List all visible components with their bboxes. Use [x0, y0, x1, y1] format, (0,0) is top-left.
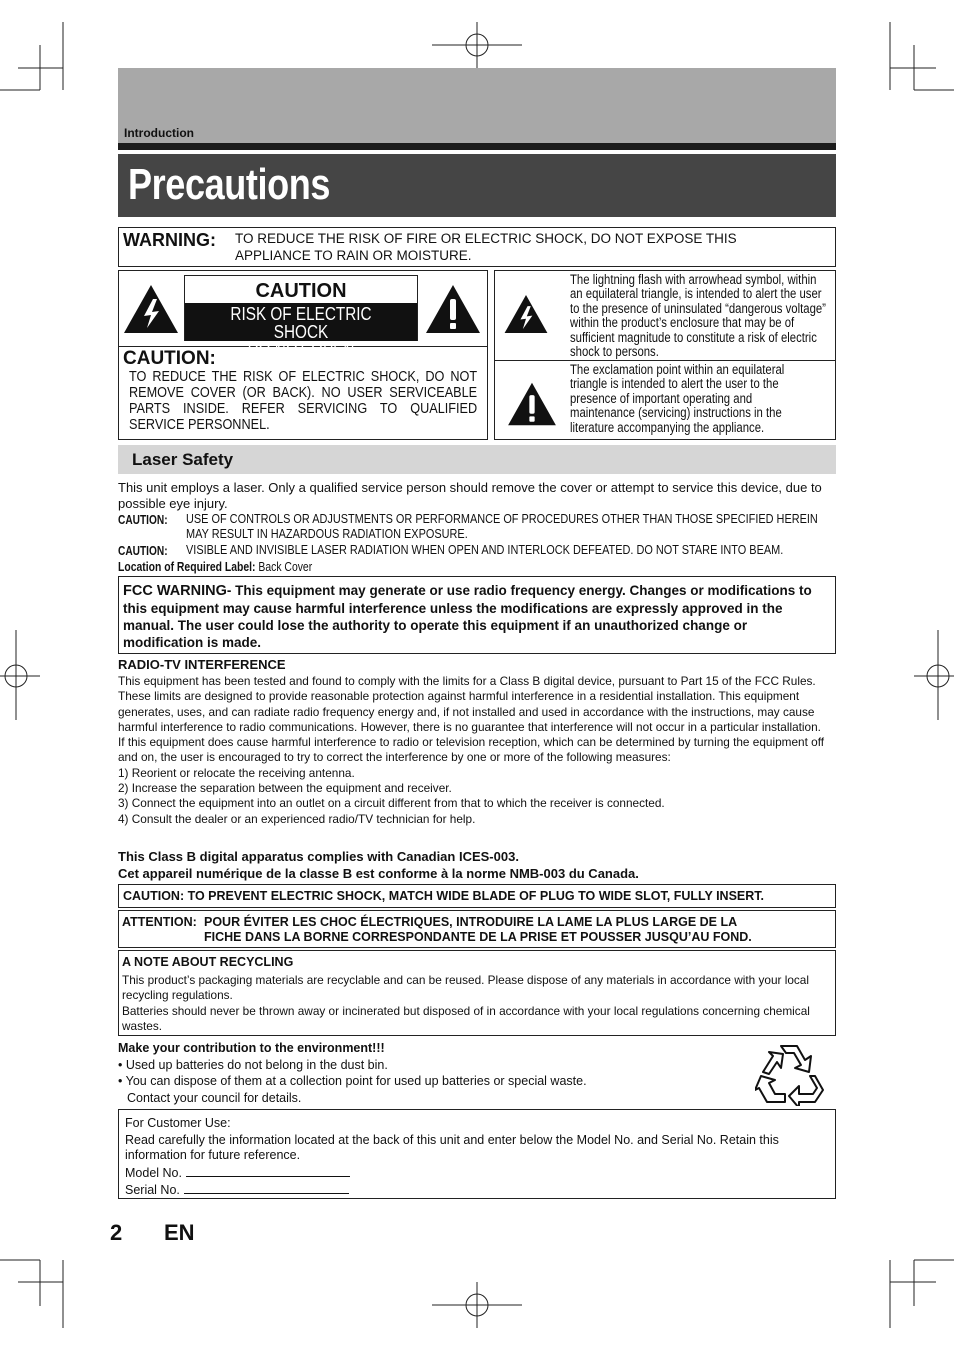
location-label: Location of Required Label:	[118, 559, 256, 574]
recycling-box	[118, 950, 836, 1036]
caution-label-line1: RISK OF ELECTRIC SHOCK	[230, 304, 372, 342]
fcc-warning-box	[118, 576, 836, 654]
warning-label: WARNING:	[123, 230, 216, 250]
plug-caution-box	[118, 884, 836, 908]
caution-label-warning	[185, 303, 417, 360]
lightning-symbol-icon	[503, 293, 549, 335]
radio-tv-item-4: 4) Consult the dealer or an experienced radio/TV technician for help.	[118, 811, 476, 826]
location-value: Back Cover	[258, 559, 313, 574]
serial-no-line	[184, 1181, 349, 1194]
laser-caution1-label: CAUTION:	[118, 512, 168, 527]
radio-tv-item-3: 3) Connect the equipment into an outlet on a circuit different from that to which the receiver is connected.	[118, 796, 665, 811]
attention-label: ATTENTION:	[122, 915, 197, 929]
laser-caution1-text: USE OF CONTROLS OR ADJUSTMENTS OR PERFORMANCE OF PROCEDURES OTHER THAN THOSE SPECIFIED HEREIN MAY RESULT IN HAZARDOUS RADIATION EXPOSURE.	[186, 511, 818, 541]
canada-compliance-en: This Class B digital apparatus complies with Canadian ICES-003.	[118, 849, 519, 864]
lightning-warning-icon	[122, 283, 180, 335]
environment-bullet-2: • You can dispose of them at a collection point for used up batteries or special waste.	[118, 1074, 587, 1088]
model-no-field	[125, 1164, 350, 1180]
symbol-divider	[494, 360, 836, 361]
lightning-explanation: The lightning flash with arrowhead symbol, within an equilateral triangle, is intended to alert the user to the presence of uninsulated “dangerous voltage” within the product’s enclosure that may be of sufficient magnitude to constitute a risk of electric shock to persons.	[570, 272, 826, 360]
environment-title: Make your contribution to the environment!!!	[118, 1041, 385, 1055]
fcc-warning-text	[123, 582, 823, 651]
caution-label-title: CAUTION	[185, 276, 417, 303]
radio-tv-item-2: 2) Increase the separation between the equipment and receiver.	[118, 781, 452, 796]
radio-tv-body	[118, 674, 826, 827]
customer-title: For Customer Use:	[125, 1116, 231, 1130]
serial-no-label: Serial No.	[125, 1183, 180, 1197]
model-no-line	[186, 1164, 350, 1177]
recycling-p2: Batteries should never be thrown away or incinerated but disposed of in accordance with your local regulations concerning chemical wastes.	[122, 1004, 810, 1033]
exclamation-symbol-icon	[503, 381, 561, 427]
section-label: Introduction	[124, 126, 194, 140]
attention-line1: POUR ÉVITER LES CHOC ÉLECTRIQUES, INTRODUIRE LA LAME LA PLUS LARGE DE LA	[204, 915, 738, 929]
radio-tv-item-1: 1) Reorient or relocate the receiving antenna.	[118, 765, 355, 780]
laser-label-location	[118, 559, 312, 574]
canada-compliance-fr: Cet appareil numérique de la classe B est conforme à la norme NMB-003 du Canada.	[118, 866, 639, 881]
page-number: 2	[110, 1220, 123, 1245]
model-no-label: Model No.	[125, 1166, 182, 1180]
caution-label-line2: DO NOT OPEN	[247, 340, 355, 360]
customer-text: Read carefully the information located at the back of this unit and enter below the Model No. and Serial No. Retain this information for future reference.	[125, 1133, 779, 1162]
warning-text: TO REDUCE THE RISK OF FIRE OR ELECTRIC SHOCK, DO NOT EXPOSE THIS APPLIANCE TO RAIN OR MOISTURE.	[235, 231, 737, 263]
radio-tv-text: This equipment has been tested and found to comply with the limits for a Class B digital device, pursuant to Part 15 of the FCC Rules. These limits are designed to provide reasonable protection against harmful interference in a residential installation. This equipment generates, uses, and can radiate radio frequency energy and, if not installed and used in accordance with the instructions, may cause harmful interference to radio communications. However, there is no guarantee that interference will not occur in a particular installation. If this equipment does cause harmful interference to radio or television reception, which can be determined by turning the equipment off and on, the user is encouraged to try to correct the interference by one or more of the following measures:	[118, 674, 825, 765]
warning-box	[118, 227, 836, 267]
page-language: EN	[164, 1220, 195, 1245]
attention-line2: FICHE DANS LA BORNE CORRESPONDANTE DE LA PRISE ET POUSSER JUSQU’AU FOND.	[204, 930, 752, 944]
header-rule	[118, 143, 836, 150]
page-title: Precautions	[128, 160, 331, 209]
laser-caution2-label: CAUTION:	[118, 543, 168, 558]
environment-bullet-1: • Used up batteries do not belong in the dust bin.	[118, 1058, 388, 1072]
recycle-icon	[755, 1040, 825, 1106]
serial-no-field	[125, 1181, 349, 1197]
plug-caution-text: CAUTION: TO PREVENT ELECTRIC SHOCK, MATCH WIDE BLADE OF PLUG TO WIDE SLOT, FULLY INSERT.	[123, 889, 764, 903]
radio-tv-title: RADIO-TV INTERFERENCE	[118, 657, 286, 672]
fcc-warning-label: FCC WARNING	[123, 583, 227, 599]
exclamation-warning-icon	[424, 283, 482, 335]
exclamation-explanation: The exclamation point within an equilateral triangle is intended to alert the user to the presence of important operating and maintenance (servicing) instructions in the literature accompanying the appliance.	[570, 362, 785, 435]
recycling-title: A NOTE ABOUT RECYCLING	[122, 955, 294, 969]
caution-text: TO REDUCE THE RISK OF ELECTRIC SHOCK, DO NOT REMOVE COVER (OR BACK). NO USER SERVICEABLE PARTS INSIDE. REFER SERVICING TO QUALIFIED SERVICE PERSONNEL.	[129, 368, 478, 433]
customer-use-box	[118, 1109, 836, 1199]
header-band	[118, 68, 836, 144]
caution-heading: CAUTION:	[123, 348, 216, 369]
fcc-warning-body: - This equipment may generate or use radio frequency energy. Changes or modifications to this equipment may cause harmful interference unless the modifications are expressly approved in the manual. The user could lose the authority to operate this equipment if an unauthorized change or modification is made.	[123, 583, 812, 650]
attention-box	[118, 910, 836, 948]
environment-bullet-3: Contact your council for details.	[127, 1091, 302, 1105]
laser-safety-title: Laser Safety	[132, 450, 234, 469]
laser-caution2-text: VISIBLE AND INVISIBLE LASER RADIATION WHEN OPEN AND INTERLOCK DEFEATED. DO NOT STARE INTO BEAM.	[186, 542, 784, 557]
laser-intro: This unit employs a laser. Only a qualified service person should remove the cover or attempt to service this device, due to possible eye injury.	[118, 480, 822, 511]
recycling-p1: This product’s packaging materials are recyclable and can be reused. Please dispose of any materials in accordance with your local recycling regulations.	[122, 973, 809, 1002]
caution-label	[184, 275, 418, 360]
